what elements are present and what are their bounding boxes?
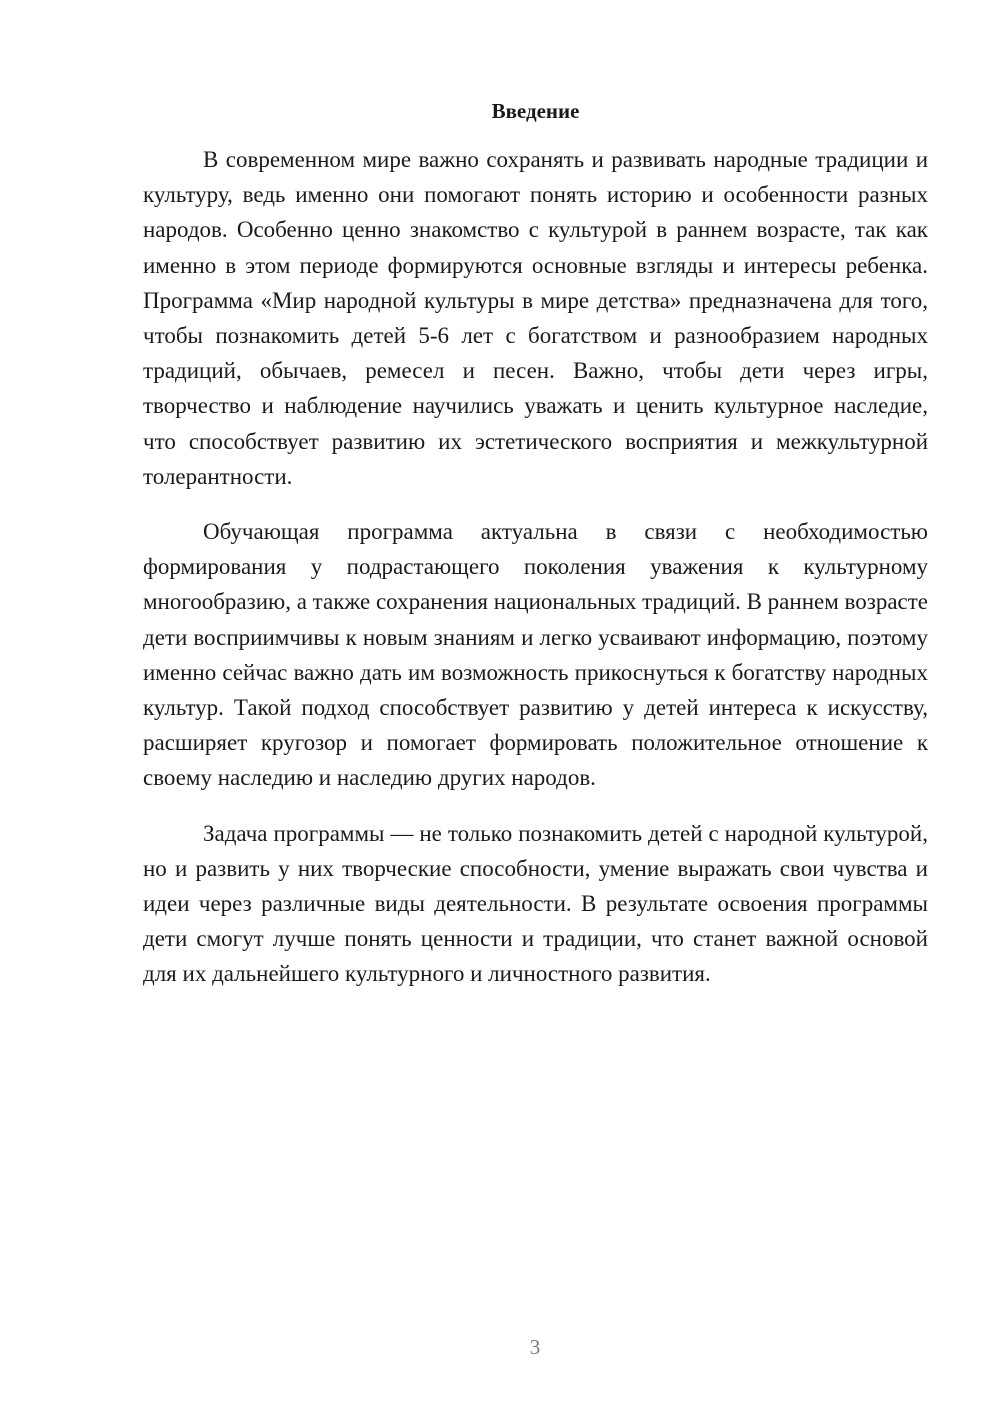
paragraph-3: Задача программы — не только познакомить детей с народной культурой, но и развить у них творческие способности, умение выражать свои чувства и идеи через различные виды деятельности. В результате освоения программы дети смогут лучше понять ценности и традиции, что станет важной основой для их дальнейшего культурного и личностного развития.	[143, 820, 928, 987]
page-number: 3	[529, 1335, 541, 1359]
section-heading: Введение	[491, 99, 580, 123]
paragraph-1: В современном мире важно сохранять и развивать народные традиции и культуру, ведь именно они помогают понять историю и особенности разных народов. Особенно ценно знакомство с культурой в раннем возрасте, так как именно в этом периоде формируются основные взгляды и интересы ребенка. Программа «Мир народной культуры в мире детства» предназначена для того, чтобы познакомить детей 5-6 лет с богатством и разнообразием народных традиций, обычаев, ремесел и песен. Важно, чтобы дети через игры, творчество и наблюдение научились уважать и ценить культурное наследие, что способствует развитию их эстетического восприятия и межкультурной толерантности.	[143, 147, 928, 489]
paragraph-2: Обучающая программа актуальна в связи с необходимостью формирования у подрастающего поколения уважения к культурному многообразию, а также сохранения национальных традиций. В раннем возрасте дети восприимчивы к новым знаниям и легко усваивают информацию, поэтому именно сейчас важно дать им возможность прикоснуться к богатству народных культур. Такой подход способствует развитию у детей интереса к искусству, расширяет кругозор и помогает формировать положительное отношение к своему наследию и наследию других народов.	[143, 519, 928, 791]
body-text	[143, 142, 928, 1012]
